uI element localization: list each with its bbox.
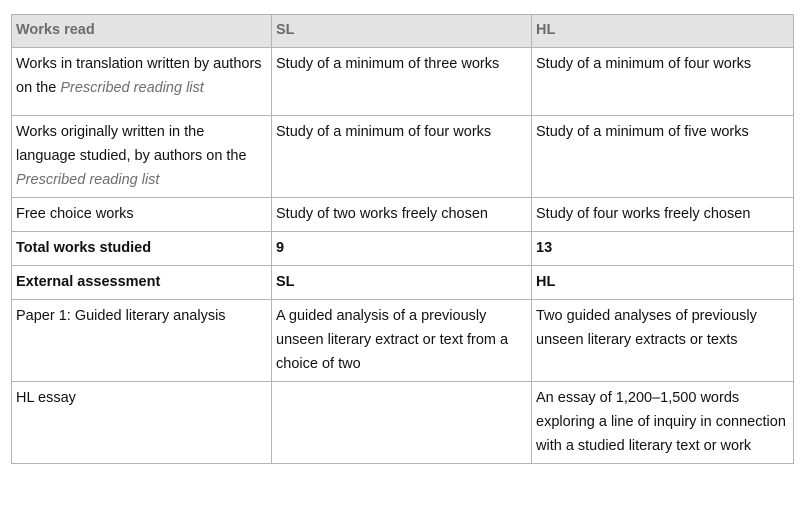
header-hl: HL [532, 15, 794, 48]
table-row [12, 116, 794, 198]
row-hl-cell: Study of four works freely chosen [532, 198, 794, 232]
table-header-row [12, 15, 794, 48]
row-sl-cell: SL [272, 266, 532, 300]
table-row [12, 382, 794, 464]
row-label: Free choice works [12, 198, 272, 232]
row-sl-cell: Study of a minimum of four works [272, 116, 532, 198]
row-label [12, 48, 272, 116]
row-sl-cell: 9 [272, 232, 532, 266]
row-hl-cell: Two guided analyses of previously unseen literary extracts or texts [532, 300, 794, 382]
row-label: Total works studied [12, 232, 272, 266]
table-row [12, 232, 794, 266]
row-sl-cell: Study of a minimum of three works [272, 48, 532, 116]
row-label [12, 116, 272, 198]
row-hl-cell: 13 [532, 232, 794, 266]
header-sl: SL [272, 15, 532, 48]
row-sl-cell: A guided analysis of a previously unseen literary extract or text from a choice of two [272, 300, 532, 382]
works-table [11, 14, 794, 464]
row-hl-cell: Study of a minimum of four works [532, 48, 794, 116]
row-hl-cell: HL [532, 266, 794, 300]
row-sl-cell [272, 382, 532, 464]
row-label-text: Works originally written in the language studied, by authors on the [16, 124, 247, 164]
row-label-text: Works in translation written by authors on the [16, 56, 262, 96]
row-hl-cell: Study of a minimum of five works [532, 116, 794, 198]
row-label: HL essay [12, 382, 272, 464]
row-sl-cell: Study of two works freely chosen [272, 198, 532, 232]
table-row [12, 266, 794, 300]
table-row [12, 48, 794, 116]
prescribed-reading-list-ref: Prescribed reading list [16, 172, 160, 188]
row-label: Paper 1: Guided literary analysis [12, 300, 272, 382]
table-row [12, 198, 794, 232]
row-label: External assessment [12, 266, 272, 300]
table-row [12, 300, 794, 382]
row-hl-cell: An essay of 1,200–1,500 words exploring a line of inquiry in connection with a studied literary text or work [532, 382, 794, 464]
prescribed-reading-list-ref: Prescribed reading list [60, 80, 204, 96]
header-works-read: Works read [12, 15, 272, 48]
